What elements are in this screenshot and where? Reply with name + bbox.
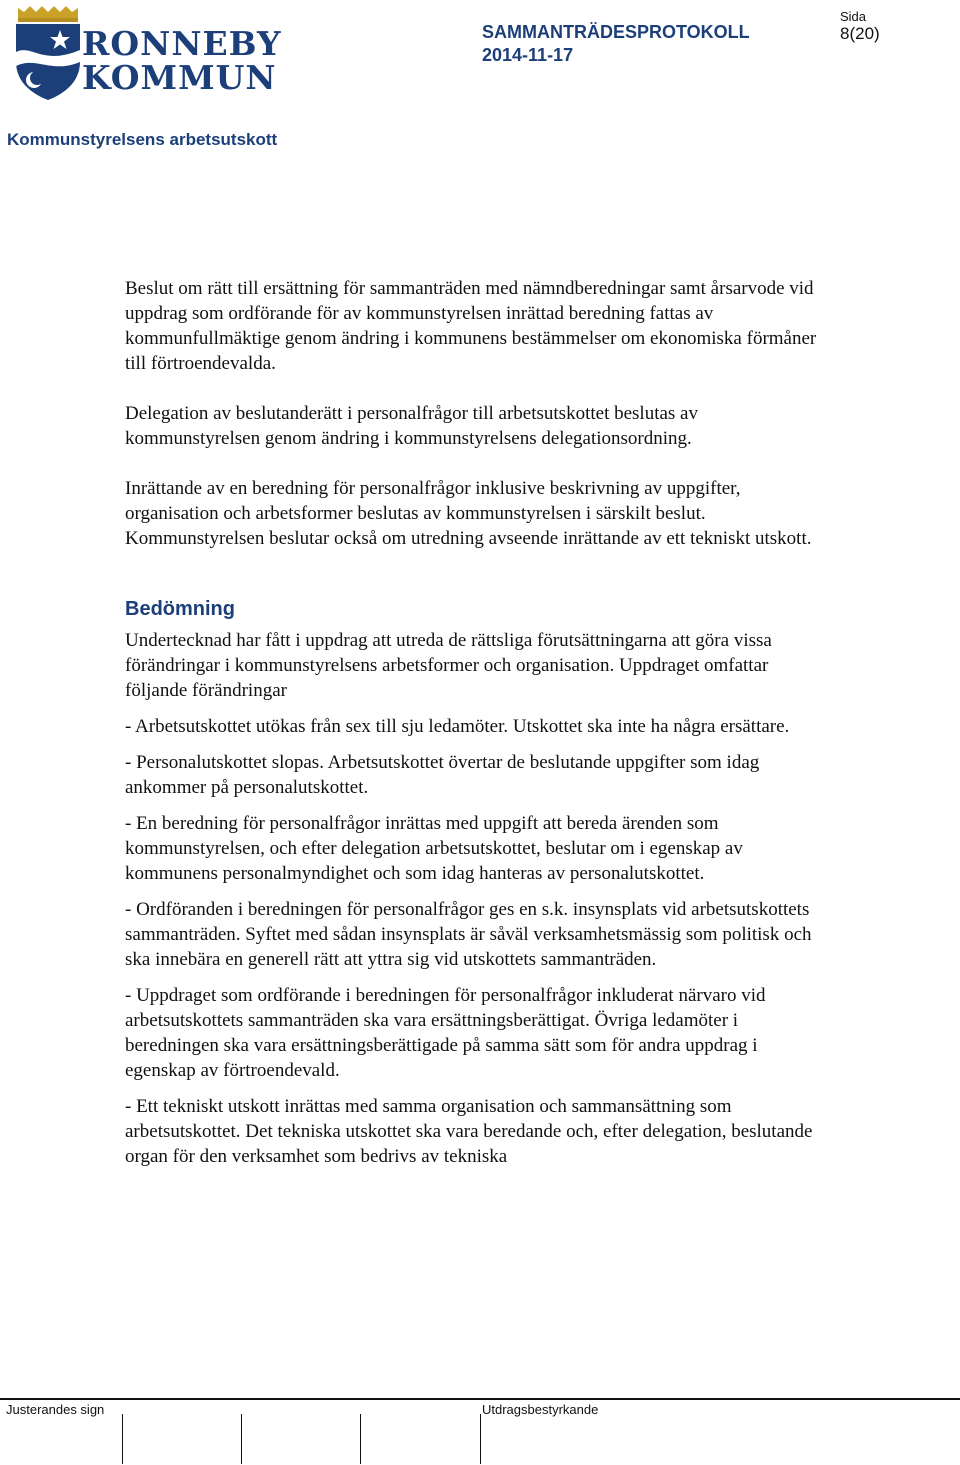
signature-divider bbox=[480, 1414, 481, 1464]
list-item: - Ordföranden i beredningen för personalfrågor ges en s.k. insynsplats vid arbetsutskottets sammanträden. Syftet med sådan insynsplats är såväl verksamhetsmässig som politisk och ska innebära en generell rätt att yttra sig vid utskottets sammanträden. bbox=[125, 899, 812, 970]
page-label: Sida bbox=[840, 9, 867, 24]
section-heading: Bedömning bbox=[125, 598, 235, 620]
signature-divider bbox=[241, 1414, 242, 1464]
paragraph-delegation: Delegation av beslutanderätt i personalfrågor till arbetsutskottet beslutas av kommunstyrelsen genom ändring i kommunstyrelsens delegationsordning. bbox=[125, 403, 698, 449]
utdragsbestyrkande-label: Utdragsbestyrkande bbox=[482, 1402, 599, 1417]
meeting-date: 2014-11-17 bbox=[482, 45, 574, 65]
signature-divider bbox=[122, 1414, 123, 1464]
paragraph-committee-setup: Inrättande av en beredning för personalfrågor inklusive beskrivning av uppgifter, organisation och arbetsformer beslutas av kommunstyrelsen i särskilt beslut. Kommunstyrelsen beslutar också om utredning avseende inrättande av ett tekniskt utskott. bbox=[125, 478, 812, 549]
coat-of-arms-icon bbox=[12, 4, 84, 100]
list-item: - Ett tekniskt utskott inrättas med samma organisation och sammansättning som arbetsutskottet. Det tekniska utskottet ska vara beredande och, efter delegation, beslutande organ för den verksamhet som bedrivs av tekniska bbox=[125, 1096, 813, 1167]
list-item: - En beredning för personalfrågor inrättas med uppgift att bereda ärenden som kommunstyrelsen, och efter delegation arbetsutskottet, beslutar om i egenskap av kommunens personalmyndighet och som idag hanteras av personalutskottet. bbox=[125, 813, 743, 884]
document-body bbox=[125, 276, 825, 1169]
signature-footer bbox=[0, 1398, 960, 1465]
list-item: - Uppdraget som ordförande i beredningen för personalfrågor inkluderat närvaro vid arbetsutskottets sammanträden ska vara ersättningsberättigat. Övriga ledamöter i beredningen ska vara ersättningsberättigade på samma sätt som för andra uppdrag i egenskap av förtroendevald. bbox=[125, 985, 766, 1081]
paragraph-assessment: Undertecknad har fått i uppdrag att utreda de rättsliga förutsättningarna att göra vissa förändringar i kommunstyrelsens arbetsformer och organisation. Uppdraget omfattar följande förändringar bbox=[125, 630, 772, 701]
brand-name-line1: RONNEBY bbox=[82, 24, 282, 63]
brand-name-line2: KOMMUN bbox=[82, 58, 277, 97]
page-number: 8(20) bbox=[840, 24, 880, 43]
document-type: SAMMANTRÄDESPROTOKOLL bbox=[482, 22, 750, 42]
justerandes-sign-label: Justerandes sign bbox=[6, 1402, 105, 1417]
list-item: - Personalutskottet slopas. Arbetsutskottet övertar de beslutande uppgifter som idag ankommer på personalutskottet. bbox=[125, 752, 760, 798]
signature-divider bbox=[360, 1414, 361, 1464]
list-item: - Arbetsutskottet utökas från sex till sju ledamöter. Utskottet ska inte ha några ersättare. bbox=[125, 716, 790, 737]
paragraph-compensation: Beslut om rätt till ersättning för sammanträden med nämndberedningar samt årsarvode vid uppdrag som ordförande för av kommunstyrelsen inrättad beredning fattas av kommunfullmäktige genom ändring i kommunens bestämmelser om ekonomiska förmåner till förtroendevalda. bbox=[125, 278, 817, 374]
committee-name: Kommunstyrelsens arbetsutskott bbox=[7, 130, 278, 149]
